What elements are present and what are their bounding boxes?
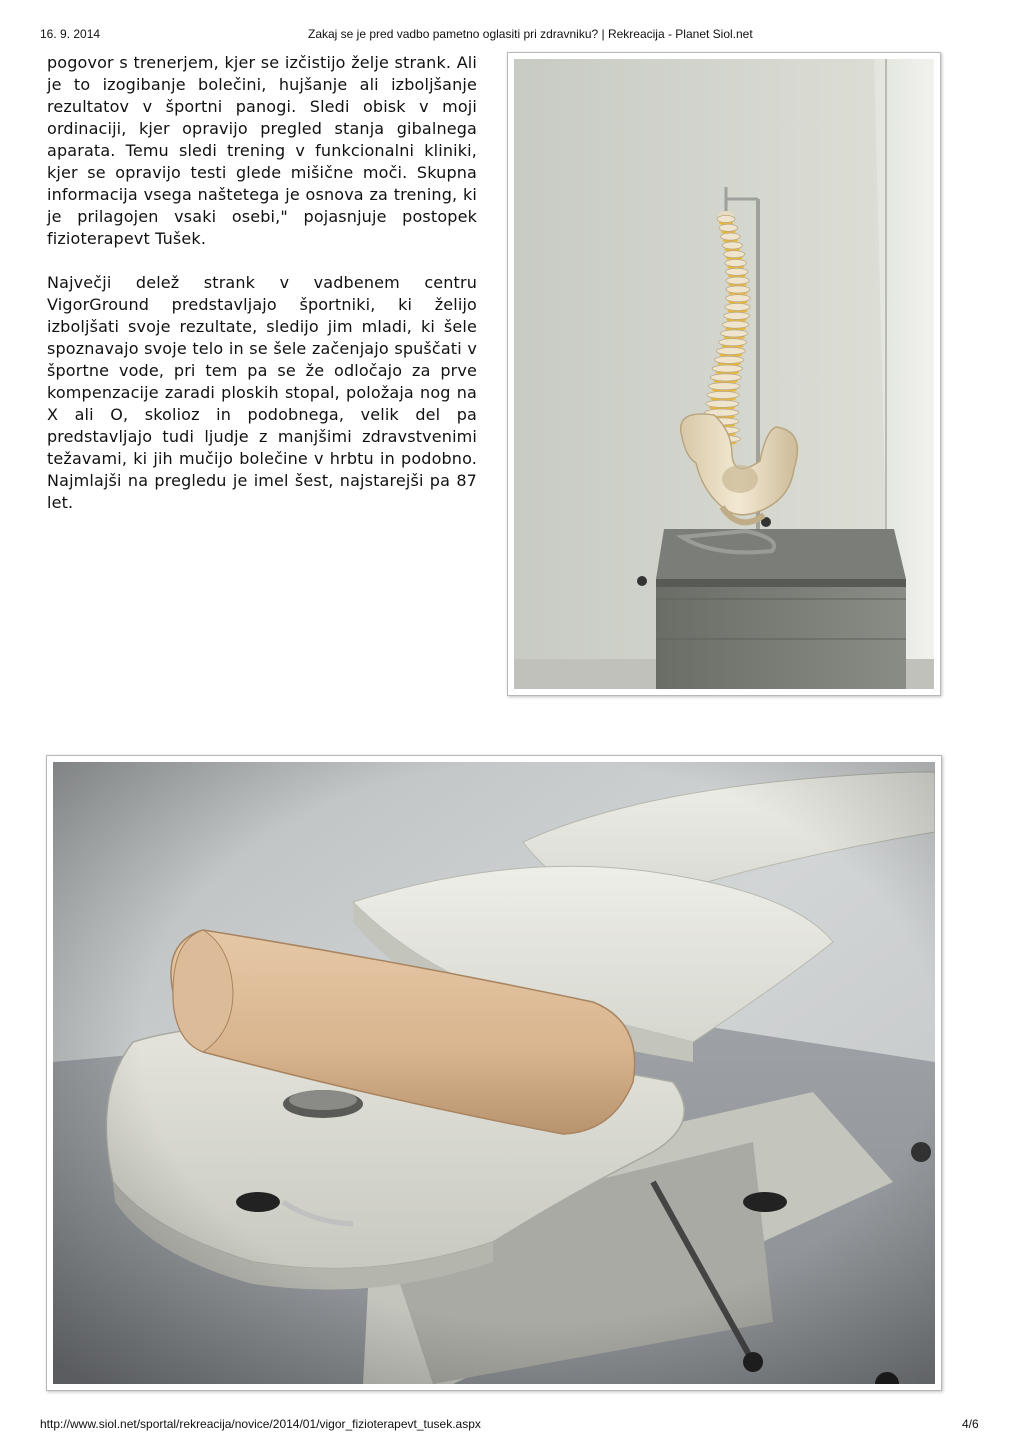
- vertebra: [720, 330, 747, 337]
- spine-model-illustration: [514, 59, 934, 689]
- article-paragraph: Največji delež strank v vadbenem centru VigorGround predstavljajo športniki, ki želijo izboljšati svoje rezultate, sledijo jim mladi, ki šele spoznavajo svoje telo in se šele začenjajo spuščati v športne vode, pri tem pa se že odločajo za prve kompenzacije zaradi ploskih stopal, položaja nog na X ali O, skolioz in podobnega, velik del pa predstavljajo tudi ljudje z manjšimi zdravstvenimi težavami, ki jih mučijo bolečine v hrbtu in podobno. Najmlajši na pregledu je imel šest, najstarejši pa 87 let.: [47, 273, 477, 512]
- vertebra: [724, 312, 750, 319]
- vertebra: [714, 356, 744, 363]
- page-title: Zakaj se je pred vadbo pametno oglasiti pri zdravniku? | Rekreacija - Planet Siol.net: [308, 27, 753, 41]
- article-paragraph: pogovor s trenerjem, kjer se izčistijo želje strank. Ali je to izogibanje bolečini, hujšanje ali izboljšanje rezultatov v športni panogi. Sledi obisk v moji ordinaciji, kjer opravijo pregled stanja gibalnega aparata. Temu sledi trening v funkcionalni kliniki, kjer se opravijo testi glede mišične moči. Skupna informacija vsega naštetega je osnova za trening, ki je prilagojen vsaki osebi," pojasnjuje postopek fizioterapevt Tušek.: [47, 53, 477, 248]
- print-date: 16. 9. 2014: [40, 27, 101, 41]
- treatment-table-photo: [46, 755, 942, 1391]
- vertebra: [708, 383, 740, 390]
- page-url: http://www.siol.net/sportal/rekreacija/novice/2014/01/vigor_fizioterapevt_tusek.aspx: [40, 1417, 481, 1431]
- vertebra: [717, 215, 735, 222]
- vertebra: [722, 321, 749, 328]
- vertebra: [712, 365, 742, 372]
- vertebra: [726, 295, 750, 302]
- article-body: [47, 52, 477, 514]
- vertebra: [719, 224, 738, 231]
- vertebra: [726, 286, 750, 293]
- vertebra: [719, 339, 747, 346]
- vertebra: [725, 259, 747, 266]
- vertebra: [724, 251, 745, 258]
- vertebra: [725, 303, 750, 310]
- vertebra: [721, 233, 740, 240]
- vertebra: [706, 400, 739, 407]
- vertebra: [707, 391, 739, 398]
- vertebra: [716, 347, 745, 354]
- vertebra: [722, 242, 742, 249]
- treatment-table-illustration: [53, 762, 935, 1384]
- spine-model-photo: [507, 52, 941, 696]
- vertebra: [726, 268, 748, 275]
- vertebra: [726, 277, 749, 284]
- vertebra: [710, 374, 741, 381]
- page-number: 4/6: [962, 1417, 979, 1431]
